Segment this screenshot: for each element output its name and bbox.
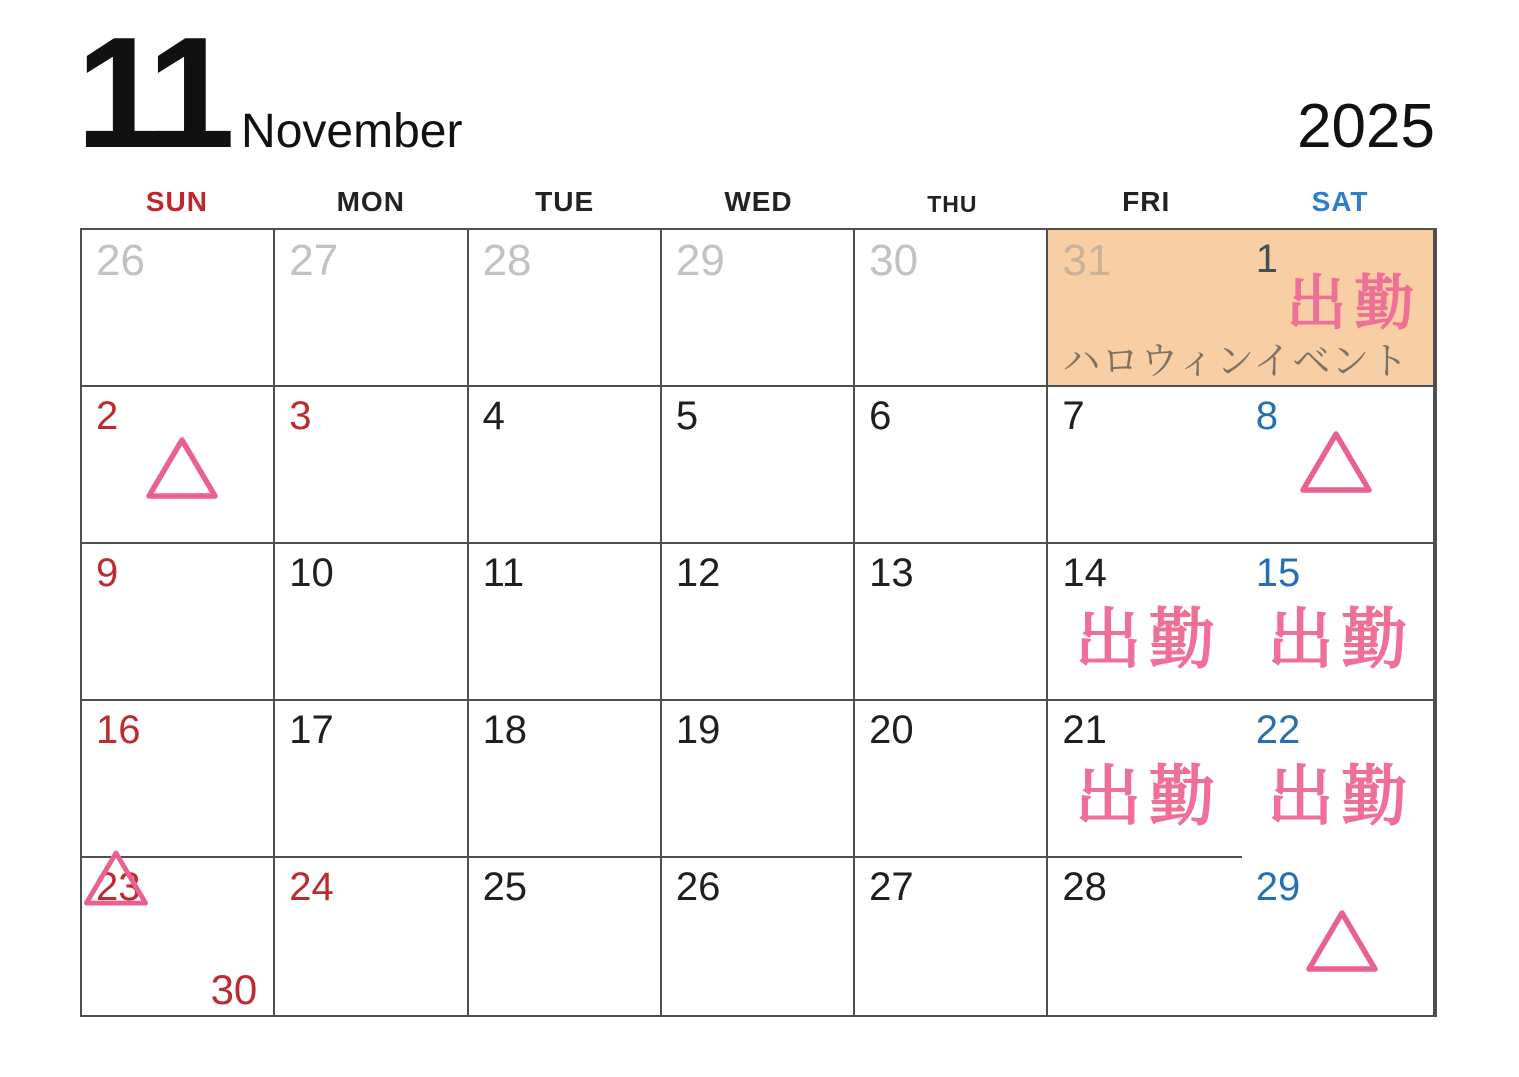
year-label: 2025 bbox=[1297, 92, 1435, 161]
calendar-cell-8 bbox=[1242, 387, 1435, 544]
day-number: 1 bbox=[1255, 237, 1278, 281]
calendar-cell-5 bbox=[662, 387, 855, 544]
day-number: 13 bbox=[869, 551, 914, 595]
calendar-cell-19 bbox=[662, 701, 855, 858]
triangle-icon bbox=[1298, 429, 1374, 495]
day-number: 28 bbox=[1062, 865, 1107, 909]
day-number: 7 bbox=[1062, 394, 1085, 438]
calendar-cell-27 bbox=[855, 858, 1048, 1015]
day-number: 29 bbox=[675, 236, 725, 285]
weekday-header-sun: SUN bbox=[145, 186, 208, 217]
calendar-cell-16 bbox=[82, 701, 275, 858]
work-mark: 出勤 bbox=[1267, 602, 1416, 676]
calendar-cell-15 bbox=[1242, 544, 1435, 701]
calendar-cell-27 bbox=[275, 230, 468, 387]
calendar-cell-22 bbox=[1242, 701, 1435, 858]
calendar-grid bbox=[80, 228, 1437, 1017]
calendar-cell-29 bbox=[1242, 858, 1435, 1015]
day-number: 19 bbox=[675, 708, 721, 752]
day-number: 2 bbox=[96, 394, 119, 438]
calendar-cell-17 bbox=[275, 701, 468, 858]
month-name: November bbox=[241, 105, 463, 158]
calendar-cell-26 bbox=[662, 858, 855, 1015]
day-number: 21 bbox=[1062, 708, 1107, 752]
work-mark: 出勤 bbox=[1075, 602, 1224, 676]
calendar-cell-30 bbox=[855, 230, 1048, 387]
calendar-cell-2 bbox=[82, 387, 275, 544]
calendar-cell-28 bbox=[469, 230, 662, 387]
calendar-cell-13 bbox=[855, 544, 1048, 701]
month-number: 11 bbox=[76, 5, 228, 181]
weekday-header-fri: FRI bbox=[1122, 186, 1171, 217]
calendar-cell-7 bbox=[1048, 387, 1241, 544]
weekday-header-thu: THU bbox=[927, 191, 978, 217]
weekday-header-wed: WED bbox=[724, 186, 793, 217]
day-number: 27 bbox=[869, 865, 914, 909]
day-number: 15 bbox=[1255, 551, 1301, 595]
calendar-cell-12 bbox=[662, 544, 855, 701]
calendar-cell-26 bbox=[82, 230, 275, 387]
calendar-cell-9 bbox=[82, 544, 275, 701]
day-number: 27 bbox=[289, 236, 339, 285]
day-number: 23 bbox=[96, 865, 141, 909]
day-number: 3 bbox=[289, 394, 312, 438]
calendar-cell-29 bbox=[662, 230, 855, 387]
work-mark: 出勤 bbox=[1286, 270, 1423, 337]
weekday-header-tue: TUE bbox=[535, 186, 595, 217]
day-number: 6 bbox=[869, 394, 892, 438]
work-mark: 出勤 bbox=[1075, 759, 1224, 833]
day-number: 17 bbox=[289, 708, 334, 752]
day-number: 26 bbox=[96, 236, 145, 285]
calendar-cell-10 bbox=[275, 544, 468, 701]
day-number: 26 bbox=[675, 865, 721, 909]
triangle-icon bbox=[1304, 908, 1380, 974]
day-number: 10 bbox=[289, 551, 334, 595]
day-number: 4 bbox=[482, 394, 505, 438]
day-number: 8 bbox=[1255, 394, 1278, 438]
day-number: 18 bbox=[482, 708, 528, 752]
day-number: 30 bbox=[869, 236, 919, 285]
extra-day-number: 30 bbox=[210, 965, 258, 1013]
calendar-cell-11 bbox=[469, 544, 662, 701]
calendar-cell-23 bbox=[82, 858, 275, 1015]
day-number: 24 bbox=[289, 865, 334, 909]
day-number: 11 bbox=[482, 551, 525, 595]
triangle-icon bbox=[144, 435, 220, 501]
weekday-header-sat: SAT bbox=[1311, 186, 1369, 217]
day-number: 16 bbox=[96, 708, 141, 752]
day-number: 5 bbox=[675, 394, 699, 438]
calendar-cell-14 bbox=[1048, 544, 1241, 701]
calendar-cell-4 bbox=[469, 387, 662, 544]
calendar-header bbox=[76, 5, 1435, 181]
weekday-row bbox=[80, 178, 1437, 222]
calendar-cell-20 bbox=[855, 701, 1048, 858]
calendar-cell-28 bbox=[1048, 858, 1241, 1015]
day-number: 28 bbox=[482, 236, 532, 285]
calendar-cell-21 bbox=[1048, 701, 1241, 858]
day-number: 25 bbox=[482, 865, 528, 909]
calendar-cell-24 bbox=[275, 858, 468, 1015]
day-number: 29 bbox=[1255, 865, 1301, 909]
day-number: 12 bbox=[675, 551, 721, 595]
calendar-cell-6 bbox=[855, 387, 1048, 544]
weekday-header-mon: MON bbox=[336, 186, 405, 217]
day-number: 9 bbox=[96, 551, 119, 595]
event-banner: ハロウィンイベント bbox=[1062, 341, 1410, 383]
day-number: 14 bbox=[1062, 551, 1107, 595]
day-number: 20 bbox=[869, 708, 914, 752]
day-number: 31 bbox=[1062, 236, 1112, 285]
triangle-icon bbox=[82, 848, 150, 908]
day-number: 22 bbox=[1255, 708, 1301, 752]
calendar-cell-18 bbox=[469, 701, 662, 858]
calendar-cell-3 bbox=[275, 387, 468, 544]
calendar-cell-25 bbox=[469, 858, 662, 1015]
work-mark: 出勤 bbox=[1267, 759, 1416, 833]
